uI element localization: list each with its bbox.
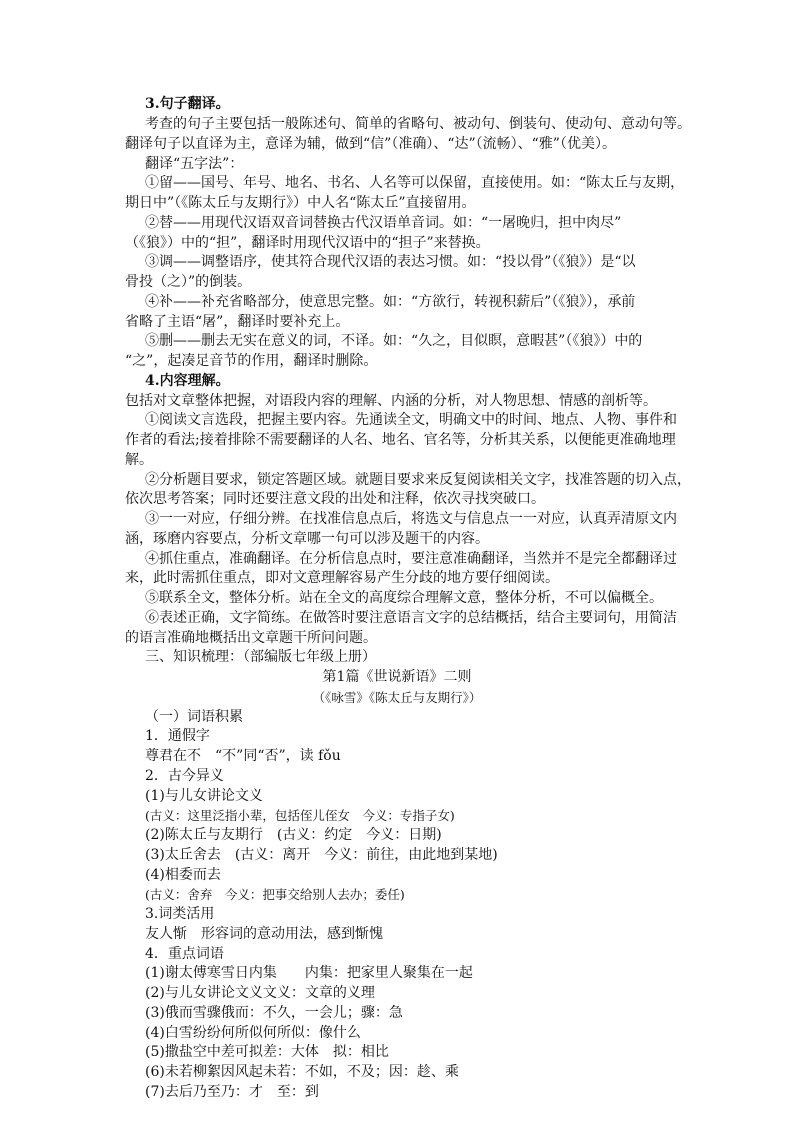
vocab-item: (6)未若柳絮因风起未若：不如，不及；因：趁、乘 [145,1064,459,1080]
section-3-line: ①留——国号、年号、地名、书名、人名等可以保留，直接使用。如：“陈太丘与友期， [145,175,685,191]
knowledge-heading: 三、知识梳理：（部编版七年级上册） [145,649,376,665]
section-4-line: ③一一对应，仔细分辨。在找准信息点后，将选文与信息点一一对应，认真弄清原文内 [145,511,677,527]
section-4-line: ①阅读文言选段，把握主要内容。先通读全文，明确文中的时间、地点、人物、事件和 [145,412,677,428]
section-3-line: 翻译“五字法”： [145,156,244,172]
vocab-item: 4．重点词语 [145,946,224,962]
vocab-item: 1．通假字 [145,728,210,744]
vocab-item: (1)谢太傅寒雪日内集 内集：把家里人聚集在一起 [145,965,473,981]
vocab-item: (4)白雪纷纷何所似何所似：像什么 [145,1025,361,1041]
vocab-item: (2)陈太丘与友期行 (古义：约定 今义：日期) [145,827,442,843]
section-4-line: 解。 [125,452,153,468]
section-3-title: 3.句子翻译。 [145,96,230,112]
section-3-line: （《狼》）中的“担”，翻译时用现代汉语中的“担子”来替换。 [125,235,490,251]
vocab-item: 友人惭 形容词的意动用法，感到惭愧 [145,926,383,942]
vocab-item: (7)去后乃至乃：才 至：到 [145,1084,319,1100]
section-4-line: 包括对文章整体把握，对语段内容的理解、内涵的分析，对人物思想、情感的剖析等。 [125,393,657,409]
section-4-line: 涵，琢磨内容要点，分析文章哪一句可以涉及题干的内容。 [125,531,489,547]
vocab-item: (2)与儿女讲论文义文义：文章的义理 [145,985,375,1001]
section-4-line: ④抓住重点，准确翻译。在分析信息点时，要注意准确翻译，当然并不是完全都翻译过 [145,551,677,567]
section-4-line: 依次思考答案；同时还要注意文段的出处和注释，依次寻找突破口。 [125,491,545,507]
section-4-line: ②分析题目要求，锁定答题区域。就题目要求来反复阅读相关文字，找准答题的切入点， [145,472,691,488]
vocab-item: (3)俄而雪骤俄而：不久，一会儿；骤：急 [145,1005,403,1021]
vocab-item: (3)太丘舍去 (古义：离开 今义：前往，由此地到某地) [145,847,498,863]
section-3-line: 骨投（之）”的倒装。 [125,274,252,290]
section-4-line: 来，此时需抓住重点，即对文意理解容易产生分歧的地方要仔细阅读。 [125,570,559,586]
section-4-title: 4.内容理解。 [145,373,230,389]
section-3-line: ④补——补充省略部分，使意思完整。如：“方欲行，转视积薪后”（《狼》），承前 [145,294,636,310]
section-4-line: ⑤联系全文，整体分析。站在全文的高度综合理解文意，整体分析，不可以偏概全。 [145,590,663,606]
section-4-line: ⑥表述正确，文字简练。在做答时要注意语言文字的总结概括，结合主要词句，用简洁 [145,610,677,626]
section-3-line: ⑤删——删去无实在意义的词，不译。如：“久之，目似瞑，意暇甚”（《狼》）中的 [145,333,643,349]
section-4-line: 的语言准确地概括出文章题干所问问题。 [125,630,377,646]
vocab-heading: （一）词语积累 [145,709,243,725]
section-3-line: 翻译句子以直译为主，意译为辅，做到“信”（准确）、“达”（流畅）、“雅”（优美）。 [125,136,616,152]
chapter-subtitle: （《咏雪》《陈太丘与友期行》） [312,690,482,705]
section-3-line: ③调——调整语序，使其符合现代汉语的表达习惯。如：“投以骨”（《狼》）是“以 [145,254,636,270]
vocab-item: 2．古今异义 [145,768,224,784]
vocab-item: 尊君在不 “不”同“否”，读 fǒu [145,748,341,764]
vocab-item: (古义：舍弃 今义：把事交给别人去办；委任) [145,887,405,902]
vocab-item: (5)撒盐空中差可拟差：大体 拟：相比 [145,1044,389,1060]
section-3-line: 考查的句子主要包括一般陈述句、简单的省略句、被动句、倒装句、使动句、意动句等。 [145,116,691,132]
section-3-line: 省略了主语“屠”，翻译时要补充上。 [125,314,350,330]
section-3-line: “之”，起凑足音节的作用，翻译时删除。 [125,353,378,369]
section-4-line: 作者的看法;接着排除不需要翻译的人名、地名、官名等，分析其关系，以便能更准确地理 [125,432,676,448]
vocab-item: (古义：这里泛指小辈，包括侄儿侄女 今义：专指子女) [145,808,455,823]
section-3-line: 期日中”（《陈太丘与友期行》）中人名“陈太丘”直接留用。 [125,195,476,211]
chapter-title: 第1篇《世说新语》二则 [322,669,472,685]
vocab-item: 3.词类活用 [145,906,215,922]
vocab-item: (4)相委而去 [145,867,221,883]
vocab-item: (1)与儿女讲论文义 [145,788,263,804]
section-3-line: ②替——用现代汉语双音词替换古代汉语单音词。如：“一屠晚归，担中肉尽” [145,215,622,231]
